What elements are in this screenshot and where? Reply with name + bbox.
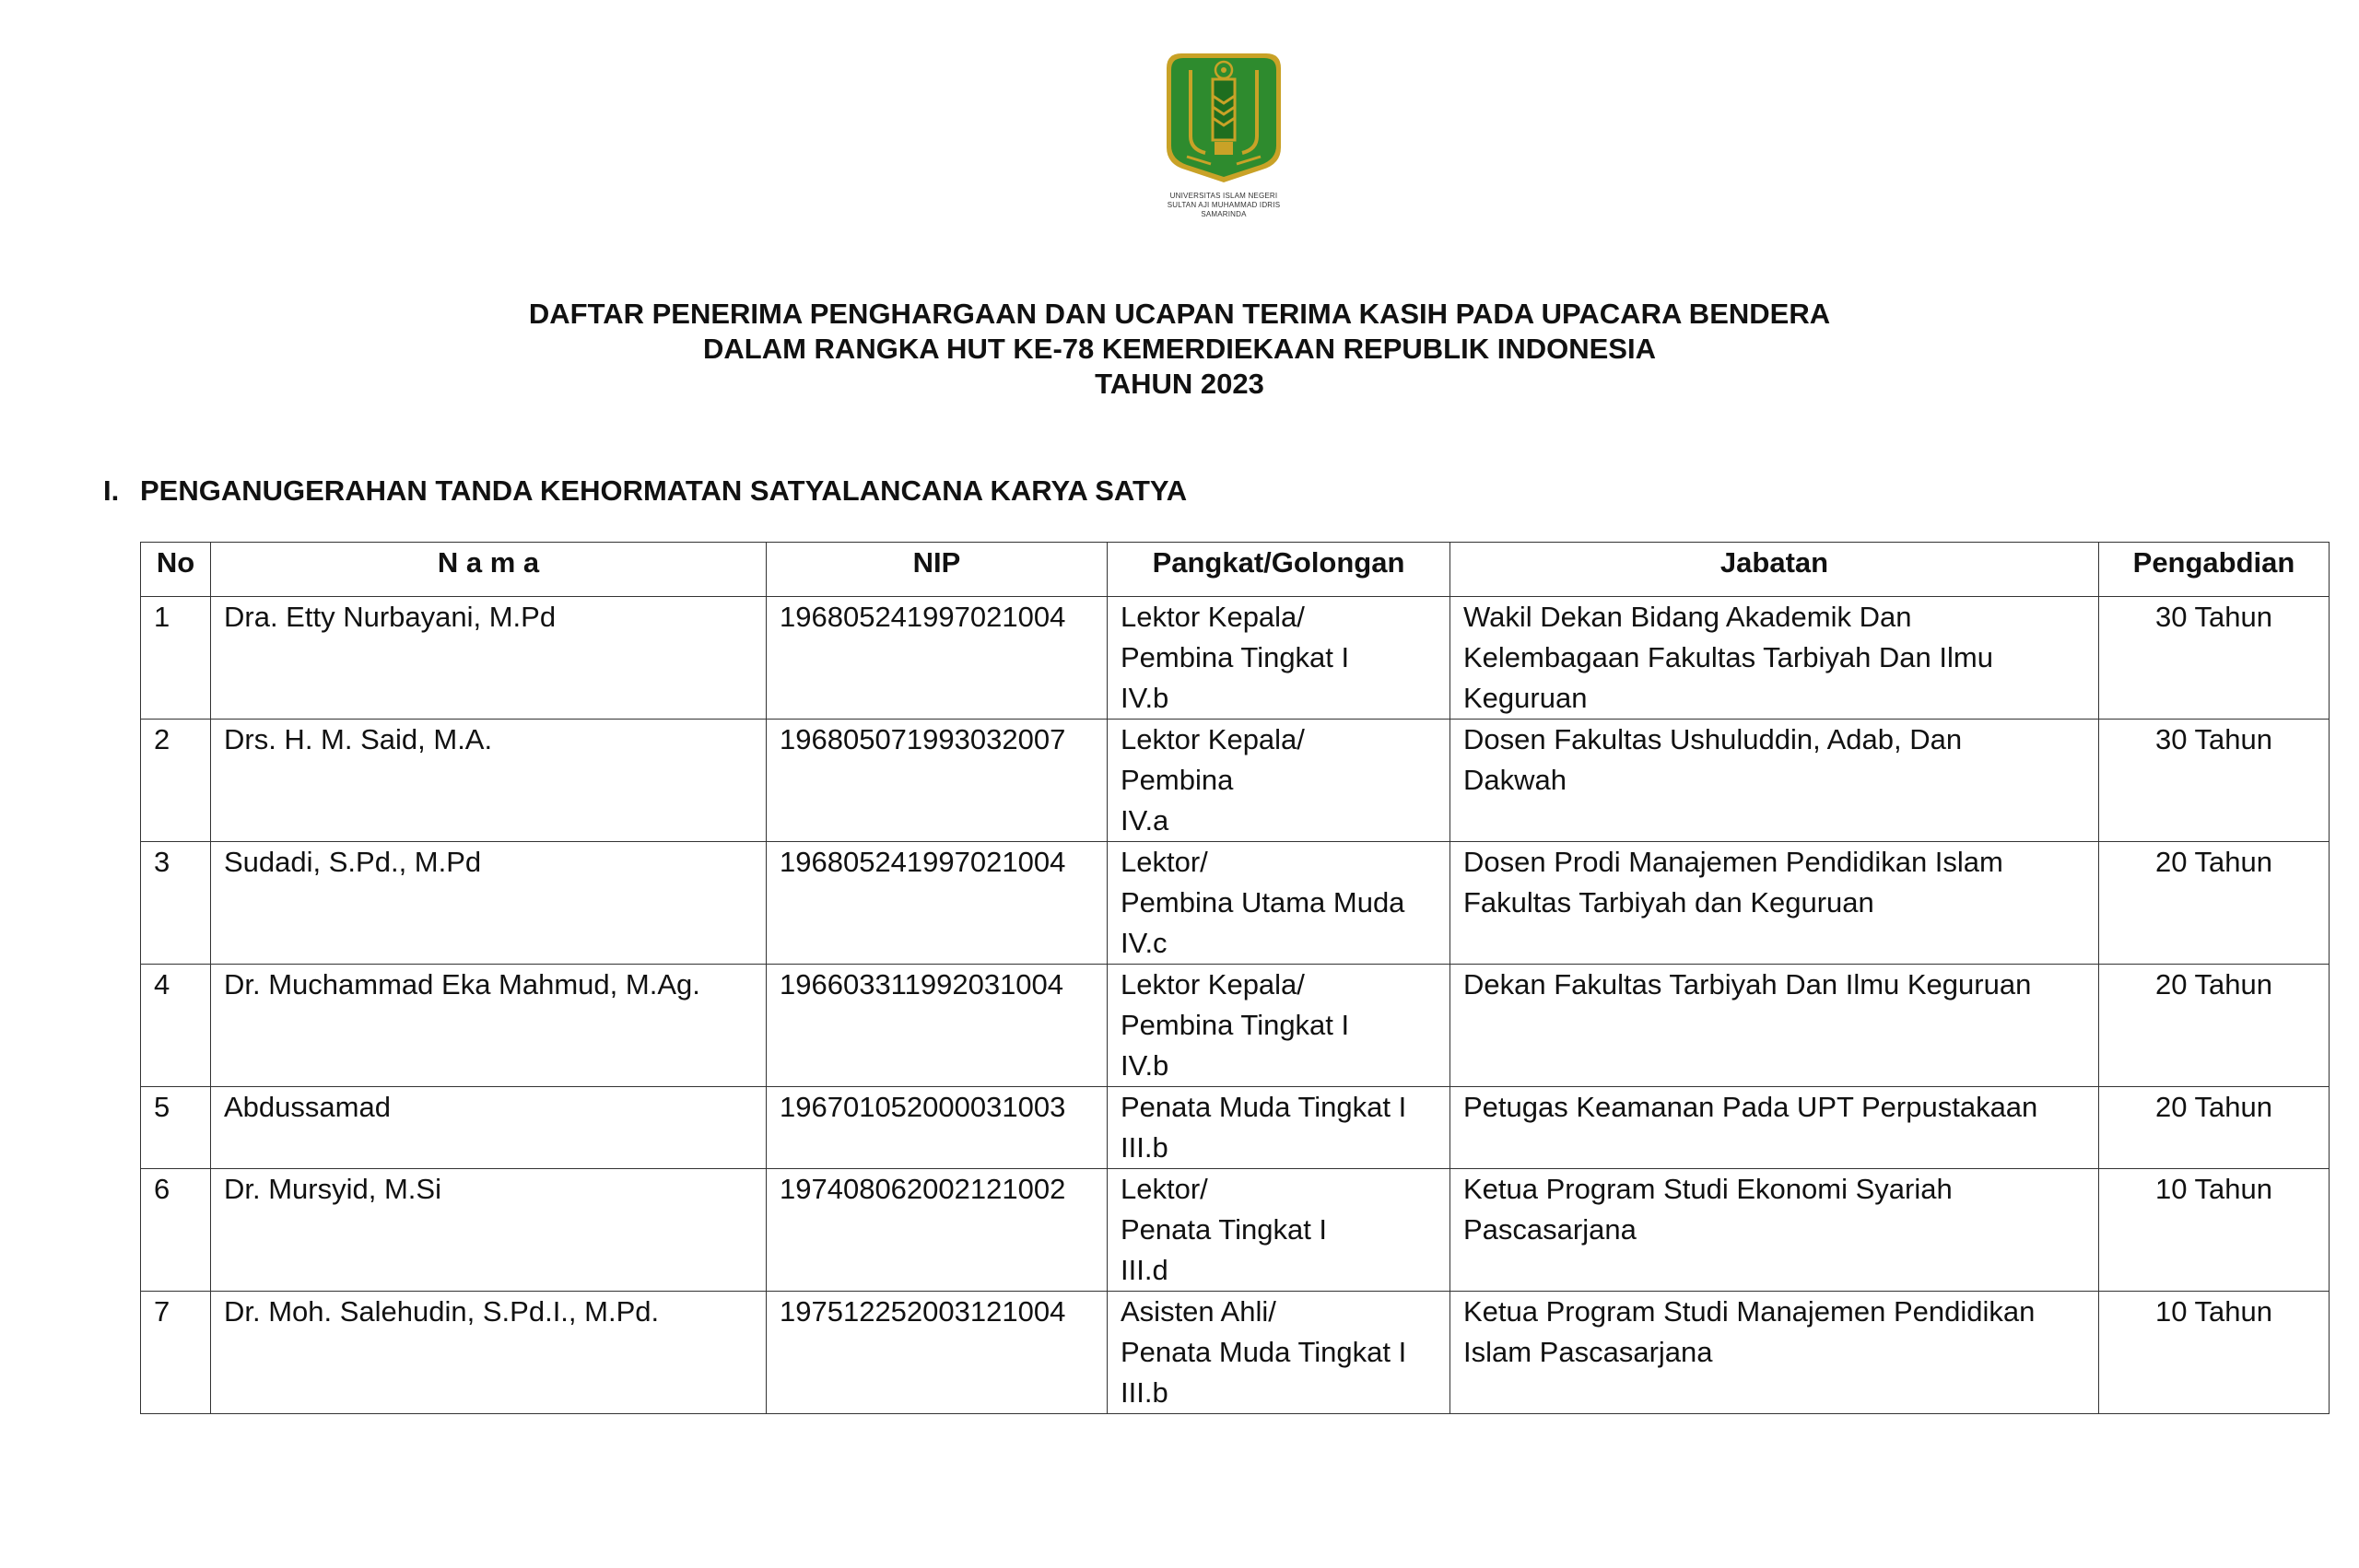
jabatan-line: Keguruan	[1463, 682, 1588, 714]
header-nama: N a m a	[211, 543, 767, 597]
cell-pangkat	[1108, 720, 1450, 842]
cell-pangkat	[1108, 842, 1450, 965]
awardee-table	[140, 542, 2330, 1414]
cell-no: 3	[141, 842, 211, 965]
pangkat-line: III.b	[1121, 1376, 1168, 1409]
cell-nip: 196805241997021004	[767, 842, 1108, 965]
cell-nama: Sudadi, S.Pd., M.Pd	[211, 842, 767, 965]
cell-pangkat	[1108, 1292, 1450, 1414]
pangkat-line: Pembina Tingkat I	[1121, 641, 1350, 673]
pangkat-line: IV.a	[1121, 804, 1169, 837]
cell-pengabdian: 10 Tahun	[2099, 1292, 2330, 1414]
section-heading	[103, 474, 1187, 509]
jabatan-line: Dosen Fakultas Ushuluddin, Adab, Dan	[1463, 723, 1963, 755]
cell-nip: 196603311992031004	[767, 965, 1108, 1087]
cell-jabatan	[1450, 1292, 2099, 1414]
header-pangkat: Pangkat/Golongan	[1108, 543, 1450, 597]
table-row	[141, 842, 2330, 965]
pangkat-line: III.d	[1121, 1254, 1168, 1286]
cell-no: 1	[141, 597, 211, 720]
header-pengabdian: Pengabdian	[2099, 543, 2330, 597]
table-row	[141, 720, 2330, 842]
cell-nama: Dr. Muchammad Eka Mahmud, M.Ag.	[211, 965, 767, 1087]
jabatan-line: Dekan Fakultas Tarbiyah Dan Ilmu Keguruan	[1463, 968, 2032, 1000]
cell-jabatan	[1450, 965, 2099, 1087]
header-jabatan: Jabatan	[1450, 543, 2099, 597]
header-nip: NIP	[767, 543, 1108, 597]
table-row	[141, 1169, 2330, 1292]
cell-jabatan	[1450, 1169, 2099, 1292]
pangkat-line: Lektor/	[1121, 1173, 1208, 1205]
title-line-3: TAHUN 2023	[1095, 368, 1264, 400]
cell-no: 5	[141, 1087, 211, 1169]
pangkat-line: Lektor Kepala/	[1121, 723, 1305, 755]
cell-pangkat	[1108, 965, 1450, 1087]
cell-nip: 197408062002121002	[767, 1169, 1108, 1292]
cell-jabatan	[1450, 597, 2099, 720]
university-emblem-icon	[1159, 48, 1288, 186]
section-number: I.	[103, 474, 120, 507]
pangkat-line: IV.b	[1121, 682, 1169, 714]
cell-nip: 196805241997021004	[767, 597, 1108, 720]
pangkat-line: IV.c	[1121, 927, 1168, 959]
table-row	[141, 1292, 2330, 1414]
jabatan-line: Ketua Program Studi Ekonomi Syariah	[1463, 1173, 1953, 1205]
cell-pengabdian: 30 Tahun	[2099, 720, 2330, 842]
cell-nama: Abdussamad	[211, 1087, 767, 1169]
pangkat-line: Penata Tingkat I	[1121, 1213, 1328, 1246]
table-header-row	[141, 543, 2330, 597]
cell-pengabdian: 10 Tahun	[2099, 1169, 2330, 1292]
cell-jabatan	[1450, 842, 2099, 965]
cell-nama: Dr. Moh. Salehudin, S.Pd.I., M.Pd.	[211, 1292, 767, 1414]
logo-text-line: UNIVERSITAS ISLAM NEGERI	[1169, 192, 1278, 200]
cell-nama: Dra. Etty Nurbayani, M.Pd	[211, 597, 767, 720]
jabatan-line: Pascasarjana	[1463, 1213, 1637, 1246]
section-title: PENGANUGERAHAN TANDA KEHORMATAN SATYALANCANA KARYA SATYA	[140, 474, 1188, 507]
cell-pangkat	[1108, 1087, 1450, 1169]
jabatan-line: Dosen Prodi Manajemen Pendidikan Islam	[1463, 846, 2003, 878]
table-row	[141, 1087, 2330, 1169]
cell-no: 6	[141, 1169, 211, 1292]
pangkat-line: Penata Muda Tingkat I	[1121, 1091, 1407, 1123]
jabatan-line: Petugas Keamanan Pada UPT Perpustakaan	[1463, 1091, 2038, 1123]
cell-nip: 196805071993032007	[767, 720, 1108, 842]
cell-pangkat	[1108, 1169, 1450, 1292]
pangkat-line: III.b	[1121, 1131, 1168, 1164]
jabatan-line: Kelembagaan Fakultas Tarbiyah Dan Ilmu	[1463, 641, 1993, 673]
pangkat-line: Asisten Ahli/	[1121, 1295, 1276, 1328]
cell-nip: 197512252003121004	[767, 1292, 1108, 1414]
header-no: No	[141, 543, 211, 597]
cell-nip: 196701052000031003	[767, 1087, 1108, 1169]
cell-pangkat	[1108, 597, 1450, 720]
pangkat-line: IV.b	[1121, 1049, 1169, 1082]
cell-no: 2	[141, 720, 211, 842]
cell-pengabdian: 20 Tahun	[2099, 965, 2330, 1087]
document-title	[0, 297, 2359, 402]
cell-no: 7	[141, 1292, 211, 1414]
cell-nama: Drs. H. M. Said, M.A.	[211, 720, 767, 842]
cell-pengabdian: 30 Tahun	[2099, 597, 2330, 720]
cell-jabatan	[1450, 720, 2099, 842]
cell-no: 4	[141, 965, 211, 1087]
pangkat-line: Lektor Kepala/	[1121, 968, 1305, 1000]
cell-pengabdian: 20 Tahun	[2099, 842, 2330, 965]
title-line-1: DAFTAR PENERIMA PENGHARGAAN DAN UCAPAN TERIMA KASIH PADA UPACARA BENDERA	[528, 298, 1831, 330]
jabatan-line: Islam Pascasarjana	[1463, 1336, 1713, 1368]
logo-text-line: SULTAN AJI MUHAMMAD IDRIS	[1167, 201, 1281, 209]
title-line-2: DALAM RANGKA HUT KE-78 KEMERDIEKAAN REPUBLIK INDONESIA	[703, 333, 1656, 365]
pangkat-line: Pembina	[1121, 764, 1234, 796]
pangkat-line: Pembina Utama Muda	[1121, 886, 1405, 919]
pangkat-line: Lektor/	[1121, 846, 1208, 878]
jabatan-line: Fakultas Tarbiyah dan Keguruan	[1463, 886, 1874, 919]
cell-jabatan	[1450, 1087, 2099, 1169]
university-logo-text	[1143, 192, 1305, 219]
pangkat-line: Pembina Tingkat I	[1121, 1009, 1350, 1041]
jabatan-line: Dakwah	[1463, 764, 1567, 796]
pangkat-line: Lektor Kepala/	[1121, 601, 1305, 633]
table-row	[141, 965, 2330, 1087]
pangkat-line: Penata Muda Tingkat I	[1121, 1336, 1407, 1368]
cell-pengabdian: 20 Tahun	[2099, 1087, 2330, 1169]
table-row	[141, 597, 2330, 720]
jabatan-line: Ketua Program Studi Manajemen Pendidikan	[1463, 1295, 2036, 1328]
jabatan-line: Wakil Dekan Bidang Akademik Dan	[1463, 601, 1912, 633]
cell-nama: Dr. Mursyid, M.Si	[211, 1169, 767, 1292]
logo-text-line: SAMARINDA	[1201, 210, 1247, 218]
